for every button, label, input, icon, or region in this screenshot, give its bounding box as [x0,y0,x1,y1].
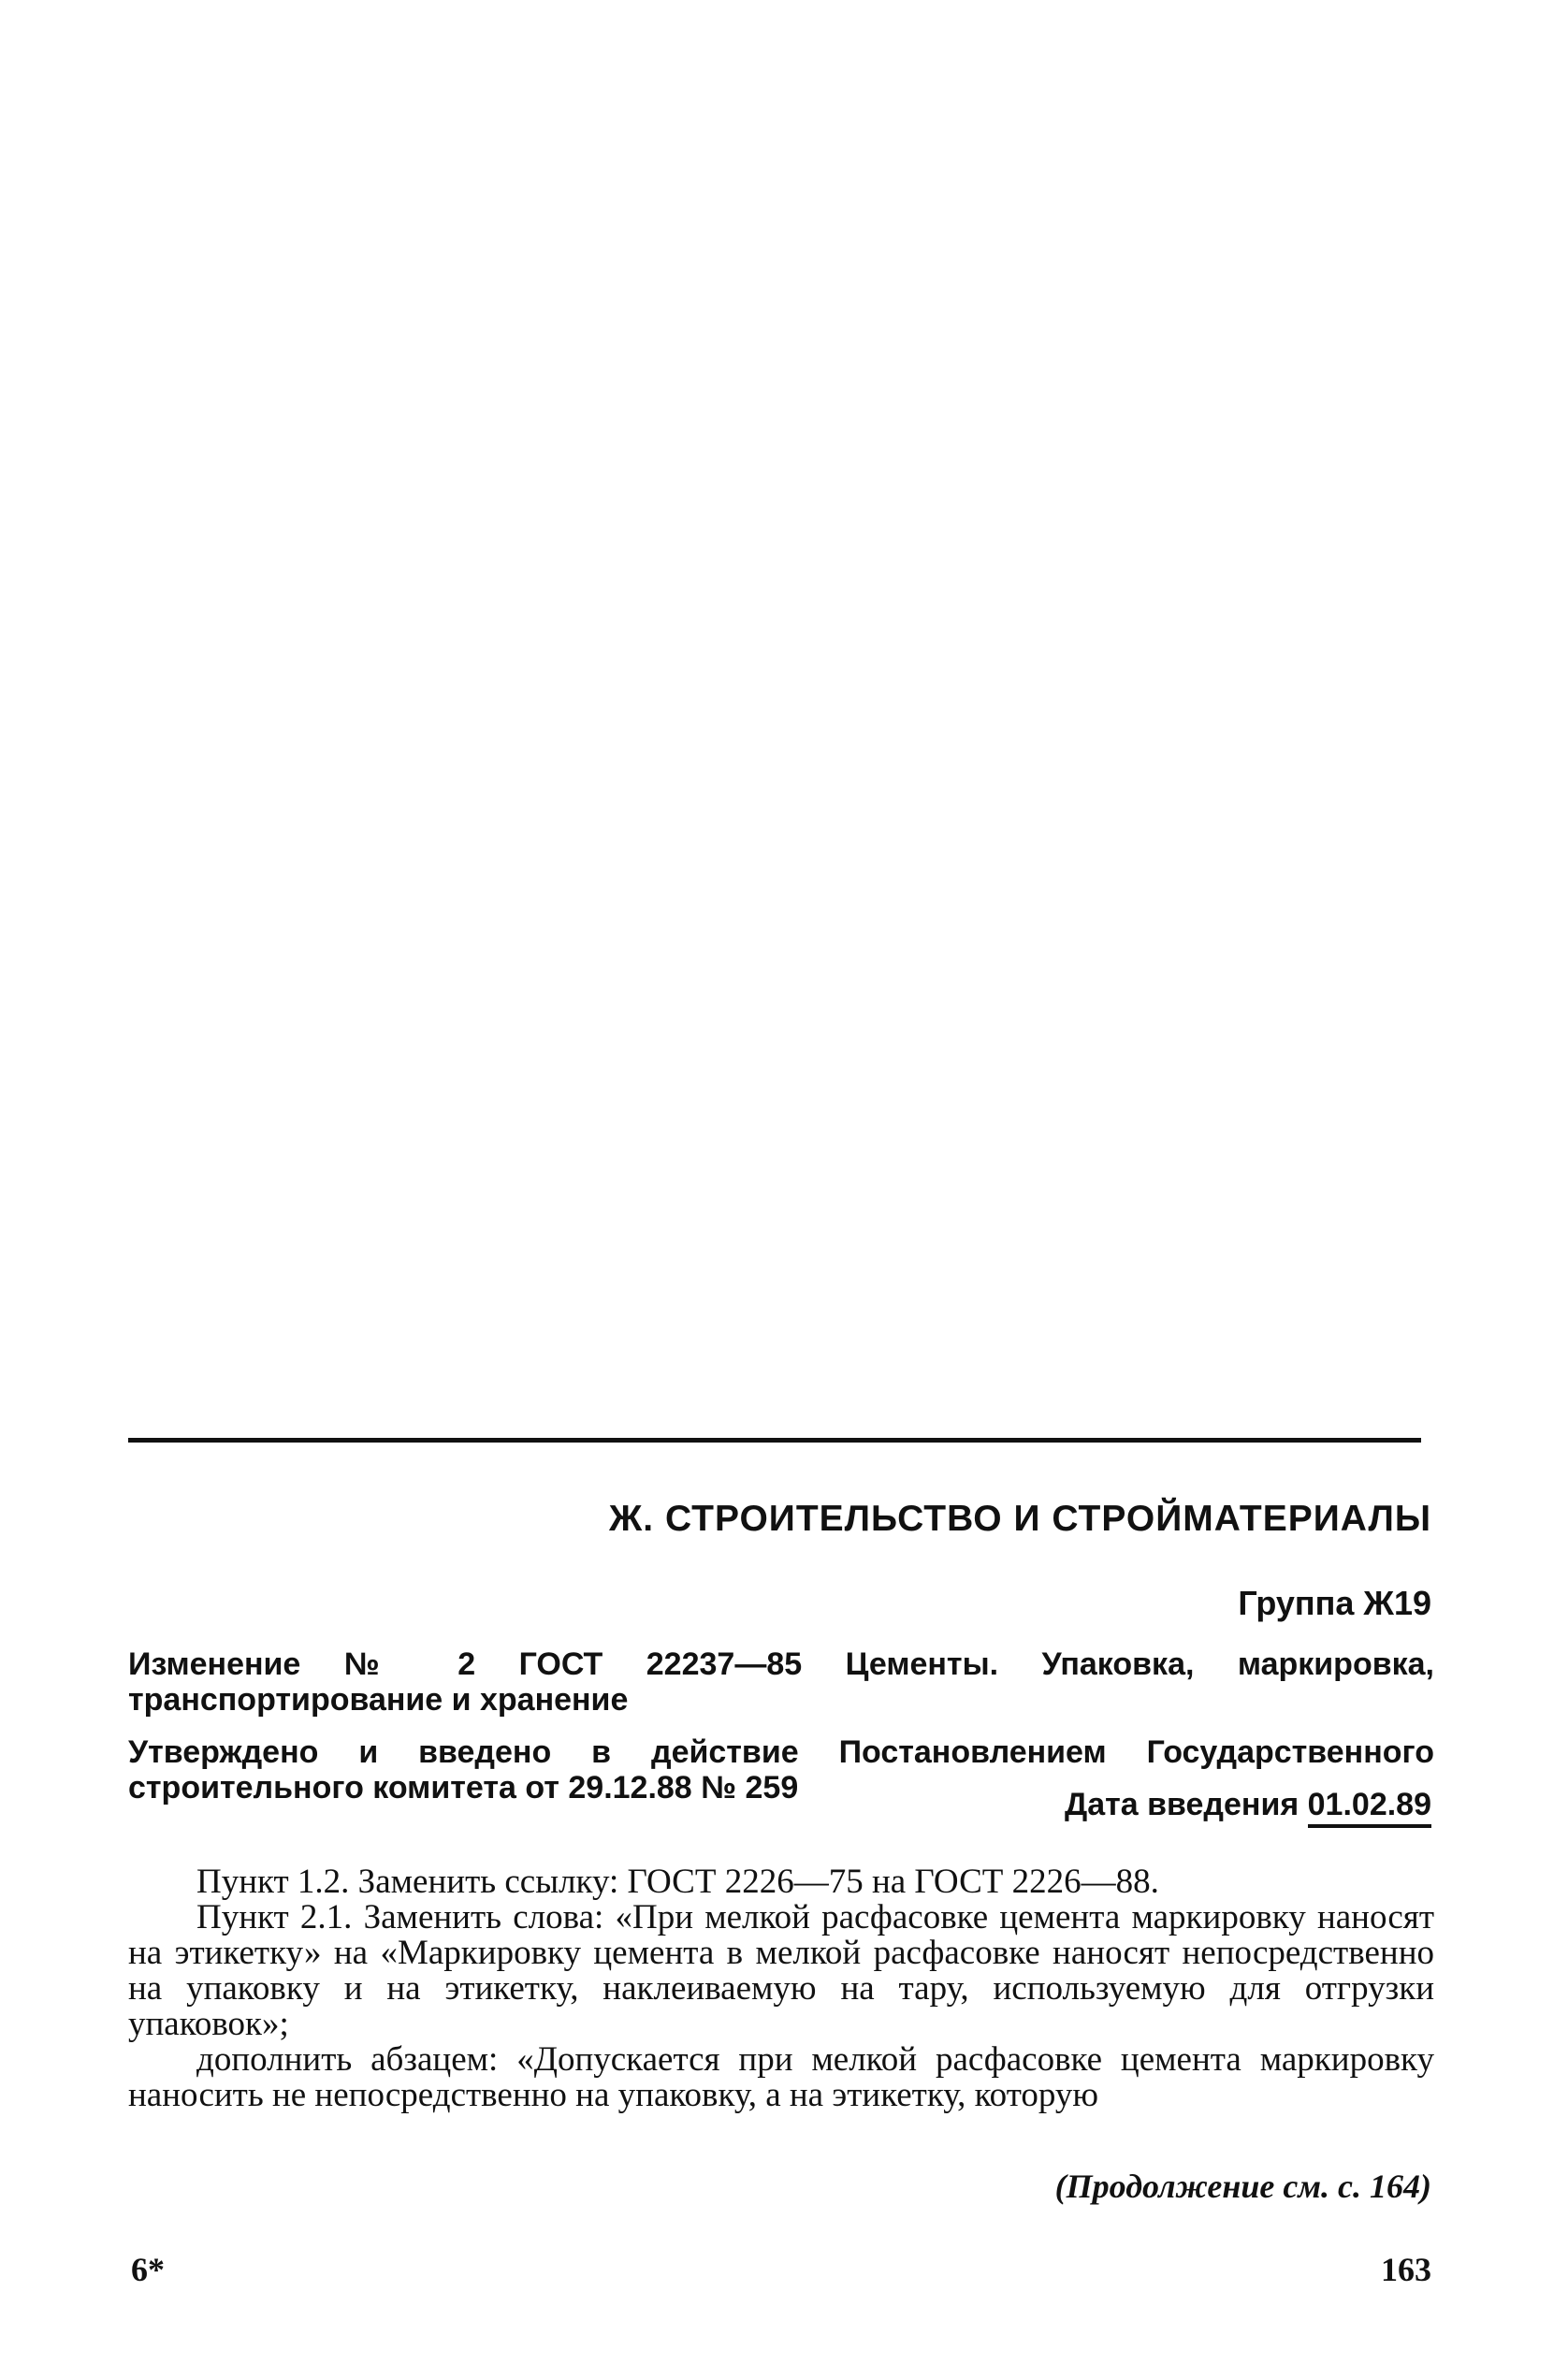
effective-date [1065,1787,1431,1823]
paragraph: Пункт 1.2. Заменить ссылку: ГОСТ 2226—75 на ГОСТ 2226—88. [196,1863,1159,1901]
paragraph: Пункт 2.1. Заменить слова: «При мелкой расфасовке цемента маркировку наносят на этикетку» на «Маркировку цемента в мелкой расфасовке наносят непосредственно на упаковку и на этикетку, наклеиваемую на тару, используемую для отгрузки упаковок»; [128,1898,1434,2043]
date-value: 01.02.89 [1308,1787,1431,1828]
change-title: Изменение № 2 ГОСТ 22237—85 Цементы. Упаковка, маркировка, транспортирование и хранение [128,1646,1434,1718]
group-label: Группа Ж19 [1238,1584,1431,1622]
section-title: Ж. СТРОИТЕЛЬСТВО И СТРОЙМАТЕРИАЛЫ [609,1499,1431,1539]
approval-statement: Утверждено и введено в действие Постановлением Государственного строительного комитета от 29.12.88 № 259 [128,1734,1434,1806]
continuation-note: (Продолжение см. с. 164) [1054,2168,1431,2205]
date-label: Дата введения [1065,1787,1308,1822]
top-rule [128,1438,1421,1443]
document-body [128,1864,1434,2113]
paragraph: дополнить абзацем: «Допускается при мелкой расфасовке цемента маркировку наносить не непосредственно на упаковку, а на этикетку, которую [128,2040,1434,2114]
page-number: 163 [1381,2251,1431,2288]
signature-mark: 6* [131,2251,165,2288]
